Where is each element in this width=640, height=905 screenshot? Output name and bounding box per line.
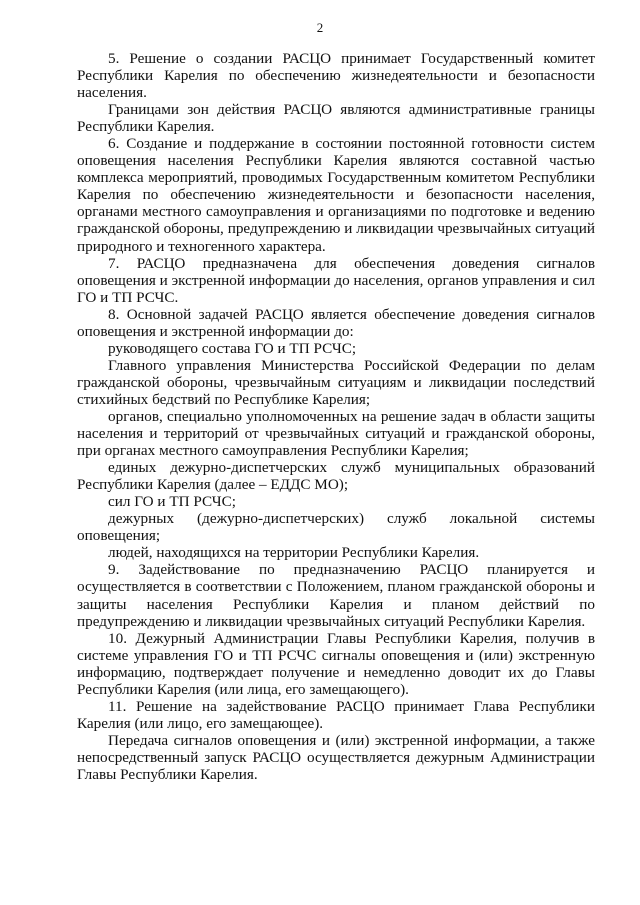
list-item-leadership: руководящего состава ГО и ТП РСЧС; <box>108 339 357 357</box>
paragraph-item-5: 5. Решение о создании РАСЦО принимает Государственный комитет Республики Карелия по обеспечению жизнедеятельности и безопасности населения. <box>77 50 595 102</box>
paragraph-item-10: 10. Дежурный Администрации Главы Республики Карелия, получив в системе управления ГО и ТП РСЧС сигналы оповещения и (или) экстренную информацию, подтверждает получение и немедленно доводит их до Главы Республики Карелия (или лица, его замещающего). <box>77 629 595 698</box>
paragraph-item-6: 6. Создание и поддержание в состоянии постоянной готовности систем оповещения населения Республики Карелия являются составной частью комплекса мероприятий, проводимых Государственным комитетом Республики Карелия по обеспечению жизнедеятельности и безопасности населения, органами местного самоуправления и организациями по подготовке и ведению гражданской обороны, предупреждению и ликвидации чрезвычайных ситуаций природного и техногенного характера. <box>77 135 595 255</box>
list-item-main-directorate: Главного управления Министерства Российской Федерации по делам гражданской обороны, чрезвычайным ситуациям и ликвидации последствий стихийных бедствий по Республике Карелия; <box>77 356 595 408</box>
paragraph-signal-transmission: Передача сигналов оповещения и (или) экстренной информации, а также непосредственный запуск РАСЦО осуществляется дежурным Администрации Главы Республики Карелия. <box>77 731 595 783</box>
page-number: 2 <box>316 20 324 35</box>
paragraph-item-9: 9. Задействование по предназначению РАСЦО планируется и осуществляется в соответствии с Положением, планом гражданской обороны и защиты населения Республики Карелия и планом действий по предупреждению и ликвидации чрезвычайных ситуаций Республики Карелия. <box>77 561 595 630</box>
document-body <box>77 50 595 783</box>
paragraph-item-7: 7. РАСЦО предназначена для обеспечения доведения сигналов оповещения и экстренной информации до населения, органов управления и сил ГО и ТП РСЧС. <box>77 254 595 306</box>
list-item-duty-services: дежурных (дежурно-диспетчерских) служб локальной системы оповещения; <box>77 510 595 545</box>
list-item-forces: сил ГО и ТП РСЧС; <box>108 493 236 511</box>
paragraph-item-11: 11. Решение на задействование РАСЦО принимает Глава Республики Карелия (или лицо, его замещающее). <box>77 697 595 732</box>
list-item-people: людей, находящихся на территории Республики Карелия. <box>108 544 480 562</box>
list-item-edds: единых дежурно-диспетчерских служб муниципальных образований Республики Карелия (далее – ЕДДС МО); <box>77 459 595 494</box>
paragraph-item-8: 8. Основной задачей РАСЦО является обеспечение доведения сигналов оповещения и экстренной информации до: <box>77 305 595 340</box>
paragraph-zone-boundaries: Границами зон действия РАСЦО являются административные границы Республики Карелия. <box>77 101 595 136</box>
list-item-authorized-bodies: органов, специально уполномоченных на решение задач в области защиты населения и территорий от чрезвычайных ситуаций и гражданской обороны, при органах местного самоуправления Республики Карелия; <box>77 407 595 460</box>
